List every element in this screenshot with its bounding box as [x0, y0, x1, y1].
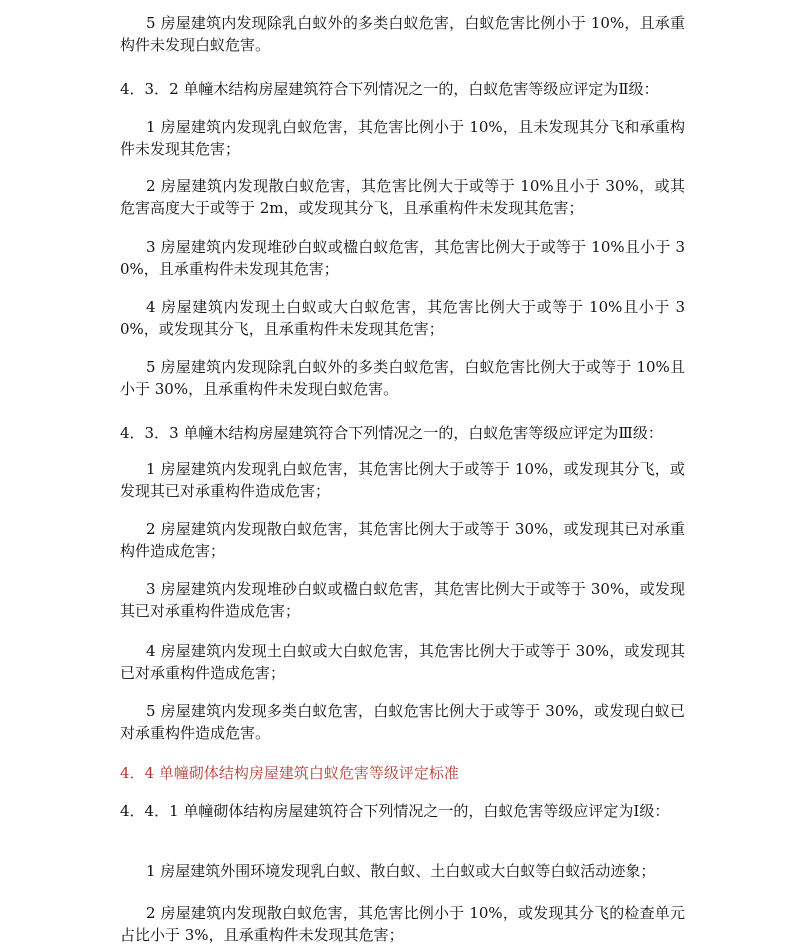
paragraph-item: 3 房屋建筑内发现堆砂白蚁或楹白蚁危害，其危害比例大于或等于 10%且小于 30%，且承重构件未发现其危害； — [120, 238, 685, 278]
clause-heading: 4．4．1 单幢砌体结构房屋建筑符合下列情况之一的，白蚁危害等级应评定为Ⅰ级： — [120, 802, 670, 820]
paragraph-item: 4 房屋建筑内发现土白蚁或大白蚁危害，其危害比例大于或等于 30%，或发现其已对承重构件造成危害； — [120, 642, 685, 682]
paragraph-item: 4 房屋建筑内发现土白蚁或大白蚁危害，其危害比例大于或等于 10%且小于 30%，或发现其分飞，且承重构件未发现其危害； — [120, 298, 685, 338]
paragraph-item: 2 房屋建筑内发现散白蚁危害，其危害比例小于 10%，或发现其分飞的检查单元占比小于 3%，且承重构件未发现其危害； — [120, 904, 685, 944]
paragraph-item: 2 房屋建筑内发现散白蚁危害，其危害比例大于或等于 10%且小于 30%，或其危害高度大于或等于 2m，或发现其分飞，且承重构件未发现其危害； — [120, 177, 685, 217]
paragraph-item: 1 房屋建筑内发现乳白蚁危害，其危害比例小于 10%，且未发现其分飞和承重构件未发现其危害； — [120, 118, 685, 158]
clause-heading: 4．3．3 单幢木结构房屋建筑符合下列情况之一的，白蚁危害等级应评定为Ⅲ级： — [120, 424, 663, 442]
paragraph-item: 3 房屋建筑内发现堆砂白蚁或楹白蚁危害，其危害比例大于或等于 30%，或发现其已对承重构件造成危害； — [120, 580, 685, 620]
paragraph-item: 2 房屋建筑内发现散白蚁危害，其危害比例大于或等于 30%，或发现其已对承重构件造成危害； — [120, 520, 685, 560]
paragraph-item: 1 房屋建筑外围环境发现乳白蚁、散白蚁、土白蚁或大白蚁等白蚁活动迹象； — [146, 862, 656, 880]
paragraph-item: 1 房屋建筑内发现乳白蚁危害，其危害比例大于或等于 10%，或发现其分飞，或发现其已对承重构件造成危害； — [120, 460, 685, 500]
paragraph-item: 5 房屋建筑内发现多类白蚁危害，白蚁危害比例大于或等于 30%，或发现白蚁已对承重构件造成危害。 — [120, 702, 685, 742]
clause-heading: 4．3．2 单幢木结构房屋建筑符合下列情况之一的，白蚁危害等级应评定为Ⅱ级： — [120, 80, 659, 98]
section-heading: 4．4 单幢砌体结构房屋建筑白蚁危害等级评定标准 — [120, 764, 459, 782]
paragraph-item: 5 房屋建筑内发现除乳白蚁外的多类白蚁危害，白蚁危害比例大于或等于 10%且小于 30%，且承重构件未发现白蚁危害。 — [120, 358, 685, 398]
paragraph-item: 5 房屋建筑内发现除乳白蚁外的多类白蚁危害，白蚁危害比例小于 10%，且承重构件未发现白蚁危害。 — [120, 14, 685, 54]
